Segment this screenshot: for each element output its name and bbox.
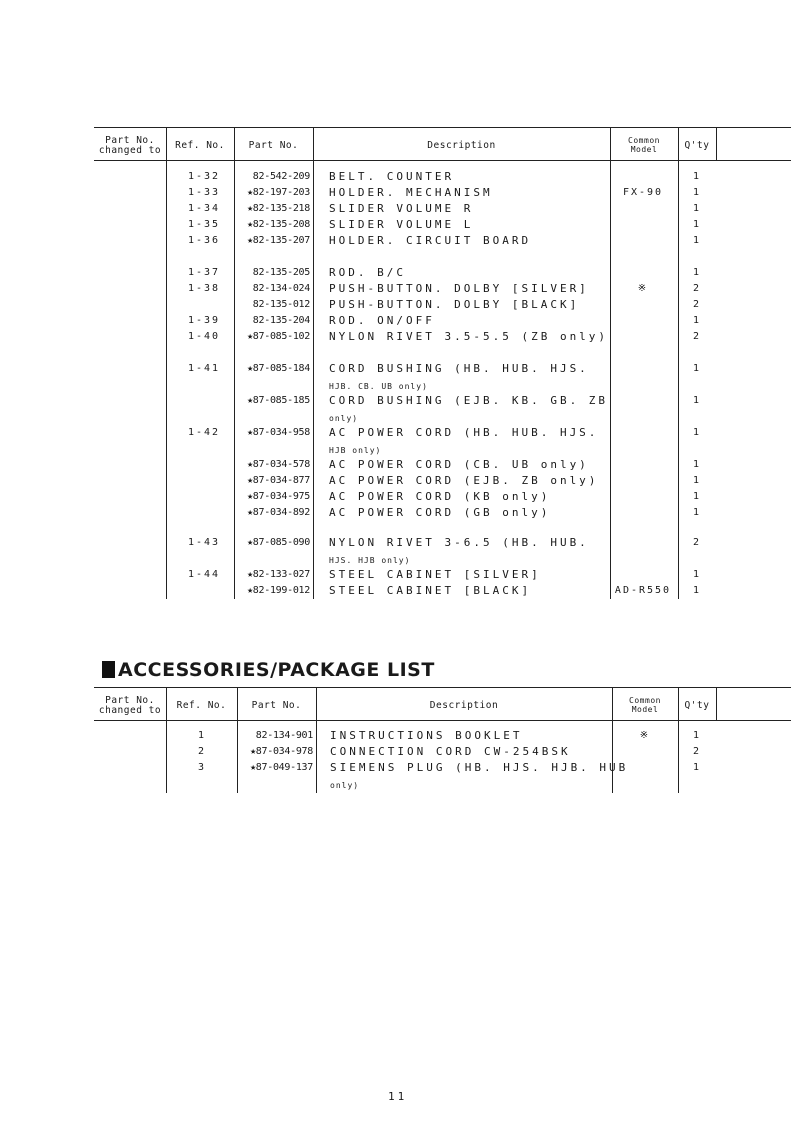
- header-description: Description: [427, 140, 496, 151]
- col-divider: [716, 127, 717, 160]
- qty-cell: 1: [692, 730, 700, 741]
- description-cell: ROD. ON/OFF: [329, 314, 435, 327]
- qty-cell: 1: [692, 459, 700, 470]
- part-no-cell: ★87-085-184: [247, 363, 310, 374]
- bullet-square-icon: [102, 661, 115, 678]
- description-cell: STEEL CABINET [SILVER]: [329, 568, 541, 581]
- header-ref-no: Ref. No.: [175, 140, 225, 151]
- table-row: [94, 313, 791, 329]
- accessories-title: [102, 659, 435, 681]
- description-cell: HOLDER. MECHANISM: [329, 186, 493, 199]
- qty-cell: 2: [692, 537, 700, 548]
- qty-cell: 1: [692, 427, 700, 438]
- part-no-cell: ★87-034-892: [247, 507, 310, 518]
- qty-cell: 1: [692, 267, 700, 278]
- qty-cell: 1: [692, 395, 700, 406]
- description-cell: NYLON RIVET 3-6.5 (HB. HUB.: [329, 536, 589, 549]
- ref-no-cell: 1-42: [187, 427, 221, 438]
- ref-no-cell: 1-37: [187, 267, 221, 278]
- table-row: [94, 265, 791, 281]
- description-cell: BELT. COUNTER: [329, 170, 455, 183]
- part-no-cell: ★82-135-208: [247, 219, 310, 230]
- qty-cell: 1: [692, 363, 700, 374]
- description-cell: AC POWER CORD (KB only): [329, 490, 551, 503]
- description-cell: INSTRUCTIONS BOOKLET: [330, 729, 523, 742]
- ref-no-cell: 1-36: [187, 235, 221, 246]
- description-cell: NYLON RIVET 3.5-5.5 (ZB only): [329, 330, 609, 343]
- table-row-continuation: [94, 377, 791, 393]
- qty-cell: 1: [692, 315, 700, 326]
- table-row: [94, 297, 791, 313]
- header-description: Description: [429, 700, 499, 711]
- description-cell: CORD BUSHING (HB. HUB. HJS.: [329, 362, 589, 375]
- table-row: [94, 760, 791, 776]
- part-no-cell: ★82-133-027: [247, 569, 310, 580]
- ref-no-cell: 1-40: [187, 331, 221, 342]
- qty-cell: 1: [692, 203, 700, 214]
- col-divider: [716, 687, 717, 720]
- table-row: [94, 473, 791, 489]
- qty-cell: 1: [692, 507, 700, 518]
- header-changed-to: Part No. changed to: [98, 135, 162, 156]
- qty-cell: 1: [692, 187, 700, 198]
- common-model-cell: ※: [639, 730, 651, 741]
- table-row: [94, 535, 791, 551]
- header-part-no: Part No.: [251, 700, 302, 711]
- header-ref-no: Ref. No.: [176, 700, 227, 711]
- table-row: [94, 169, 791, 185]
- header-changed-to: Part No. changed to: [98, 695, 162, 716]
- description-cell: ROD. B/C: [329, 266, 406, 279]
- part-no-cell: 82-135-012: [252, 299, 310, 310]
- header-part-no: Part No.: [248, 140, 299, 151]
- part-no-cell: 82-134-024: [252, 283, 310, 294]
- description-cell: SLIDER VOLUME R: [329, 202, 474, 215]
- part-no-cell: ★87-034-958: [247, 427, 310, 438]
- qty-cell: 2: [692, 746, 700, 757]
- qty-cell: 1: [692, 219, 700, 230]
- part-no-cell: 82-135-205: [252, 267, 310, 278]
- table-row: [94, 457, 791, 473]
- table-row: [94, 329, 791, 345]
- table-row-continuation: [94, 441, 791, 457]
- table-row: [94, 489, 791, 505]
- accessories-title-text: ACCESSORIES/PACKAGE LIST: [118, 659, 435, 681]
- part-no-cell: ★82-135-218: [247, 203, 310, 214]
- qty-cell: 2: [692, 299, 700, 310]
- table-row-continuation: [94, 409, 791, 425]
- part-no-cell: 82-134-901: [255, 730, 313, 741]
- ref-no-cell: 1-35: [187, 219, 221, 230]
- qty-cell: 2: [692, 283, 700, 294]
- description-cell: AC POWER CORD (HB. HUB. HJS.: [329, 426, 599, 439]
- ref-no-cell: 2: [197, 746, 207, 757]
- table-row: [94, 281, 791, 297]
- description-cell: HOLDER. CIRCUIT BOARD: [329, 234, 532, 247]
- description-continuation: HJS. HJB only): [329, 556, 411, 565]
- qty-cell: 1: [692, 585, 700, 596]
- table-row: [94, 505, 791, 521]
- ref-no-cell: 3: [197, 762, 207, 773]
- ref-no-cell: 1-44: [187, 569, 221, 580]
- header-common-model: Common Model: [628, 136, 660, 154]
- part-no-cell: ★82-197-203: [247, 187, 310, 198]
- qty-cell: 1: [692, 475, 700, 486]
- table-row: [94, 744, 791, 760]
- common-model-cell: ※: [637, 283, 649, 294]
- part-no-cell: ★87-034-578: [247, 459, 310, 470]
- description-cell: PUSH-BUTTON. DOLBY [BLACK]: [329, 298, 580, 311]
- description-cell: SIEMENS PLUG (HB. HJS. HJB. HUB: [330, 761, 629, 774]
- part-no-cell: 82-542-209: [252, 171, 310, 182]
- table-row: [94, 361, 791, 377]
- description-cell: AC POWER CORD (CB. UB only): [329, 458, 589, 471]
- qty-cell: 1: [692, 569, 700, 580]
- part-no-cell: 82-135-204: [252, 315, 310, 326]
- header-bottom-rule: [94, 160, 791, 161]
- table-row: [94, 425, 791, 441]
- header-qty: Q'ty: [684, 140, 710, 151]
- description-continuation: only): [329, 414, 359, 423]
- common-model-cell: AD-R550: [614, 585, 672, 596]
- description-continuation: HJB. CB. UB only): [329, 382, 428, 391]
- part-no-cell: ★82-135-207: [247, 235, 310, 246]
- part-no-cell: ★87-034-978: [250, 746, 313, 757]
- qty-cell: 1: [692, 171, 700, 182]
- description-cell: CONNECTION CORD CW-254BSK: [330, 745, 571, 758]
- description-cell: AC POWER CORD (GB only): [329, 506, 551, 519]
- table-row: [94, 201, 791, 217]
- header-qty: Q'ty: [684, 700, 710, 711]
- common-model-cell: FX-90: [622, 187, 664, 198]
- ref-no-cell: 1-39: [187, 315, 221, 326]
- part-no-cell: ★87-085-185: [247, 395, 310, 406]
- description-cell: AC POWER CORD (EJB. ZB only): [329, 474, 599, 487]
- table-row: [94, 233, 791, 249]
- part-no-cell: ★87-049-137: [250, 762, 313, 773]
- table-row: [94, 217, 791, 233]
- accessories-table: [94, 687, 791, 797]
- qty-cell: 2: [692, 331, 700, 342]
- table-row-continuation: [94, 776, 791, 792]
- description-cell: PUSH-BUTTON. DOLBY [SILVER]: [329, 282, 589, 295]
- table-top-rule: [94, 687, 791, 688]
- ref-no-cell: 1-38: [187, 283, 221, 294]
- ref-no-cell: 1-34: [187, 203, 221, 214]
- table-top-rule: [94, 127, 791, 128]
- part-no-cell: ★87-085-102: [247, 331, 310, 342]
- parts-table: [94, 127, 791, 602]
- table-row-continuation: [94, 551, 791, 567]
- description-cell: SLIDER VOLUME L: [329, 218, 474, 231]
- part-no-cell: ★87-034-877: [247, 475, 310, 486]
- description-continuation: only): [330, 781, 360, 790]
- part-no-cell: ★87-034-975: [247, 491, 310, 502]
- part-no-cell: ★82-199-012: [247, 585, 310, 596]
- table-row: [94, 567, 791, 583]
- table-row: [94, 185, 791, 201]
- description-continuation: HJB only): [329, 446, 382, 455]
- ref-no-cell: 1-33: [187, 187, 221, 198]
- ref-no-cell: 1: [197, 730, 207, 741]
- header-bottom-rule: [94, 720, 791, 721]
- table-row: [94, 393, 791, 409]
- part-no-cell: ★87-085-090: [247, 537, 310, 548]
- qty-cell: 1: [692, 235, 700, 246]
- description-cell: CORD BUSHING (EJB. KB. GB. ZB: [329, 394, 609, 407]
- qty-cell: 1: [692, 762, 700, 773]
- table-row: [94, 728, 791, 744]
- qty-cell: 1: [692, 491, 700, 502]
- header-common-model: Common Model: [629, 696, 661, 714]
- description-cell: STEEL CABINET [BLACK]: [329, 584, 532, 597]
- ref-no-cell: 1-32: [187, 171, 221, 182]
- ref-no-cell: 1-43: [187, 537, 221, 548]
- ref-no-cell: 1-41: [187, 363, 221, 374]
- table-row: [94, 583, 791, 599]
- page-number: 11: [388, 1090, 408, 1103]
